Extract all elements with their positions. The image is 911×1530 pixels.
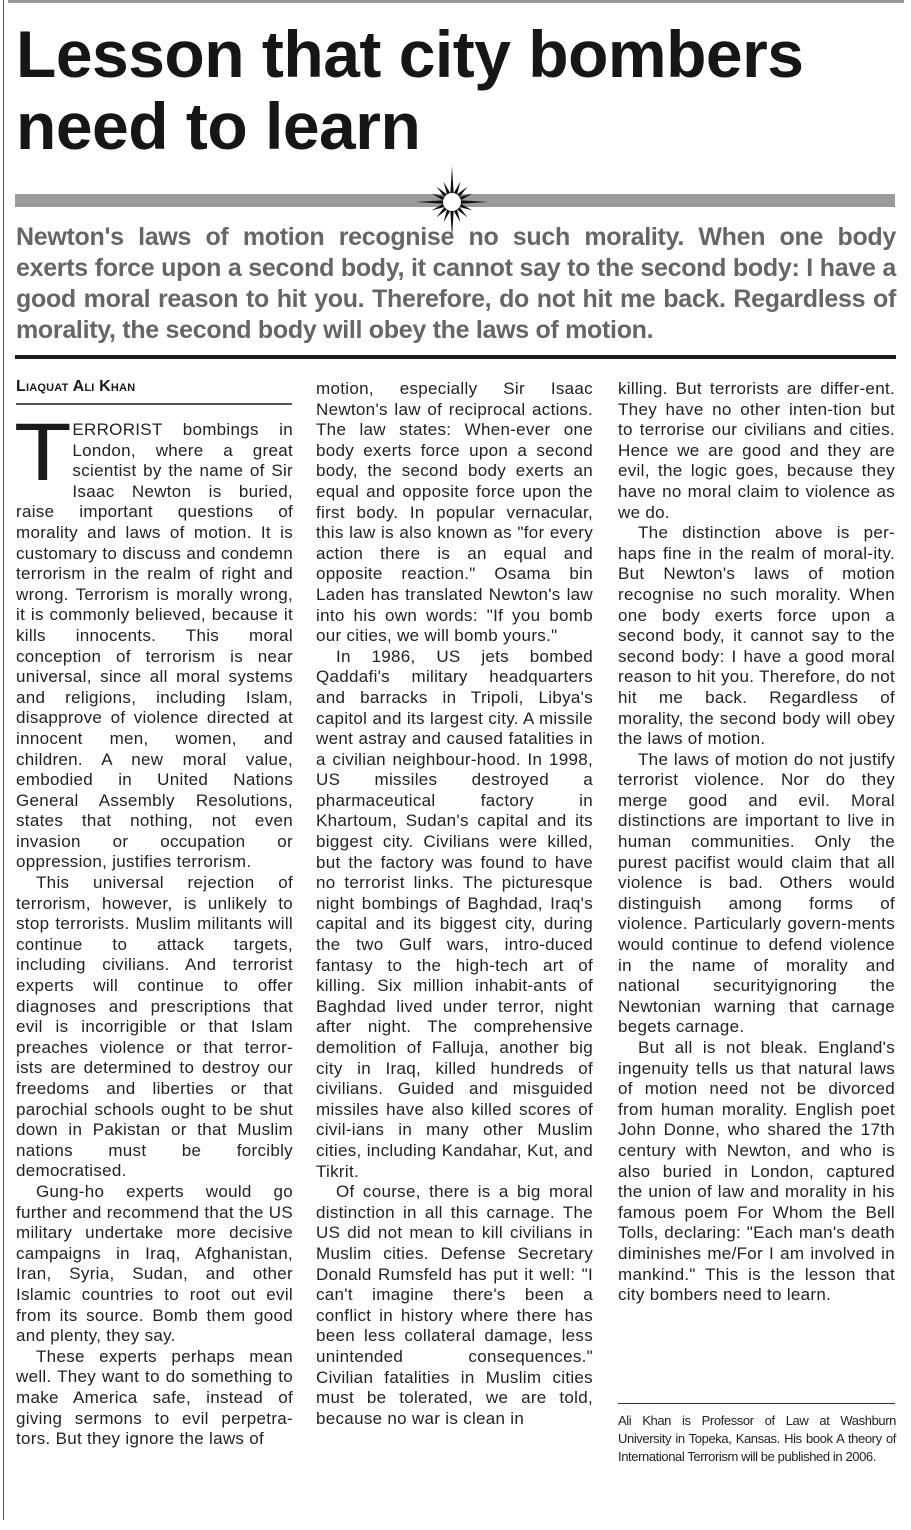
author-bio: Ali Khan is Professor of Law at Washburn University in Topeka, Kansas. His book A theory of International Terrorism will be published in 2006. <box>618 1413 896 1464</box>
paragraph: Gung-ho experts would go further and recommend that the US military undertake more decisive campaigns in Iraq, Afghanistan, Iran, Syria, Sudan, and other Islamic countries to root out evil from its source. Bomb them good and plenty, they say. <box>16 1181 293 1346</box>
paragraph: The laws of motion do not justify terrorist violence. Nor do they merge good and evil. Moral distinctions are important to live in human communities. Only the purest pacifist would claim that all violence is bad. Others would distinguish among forms of violence. Particularly govern-ments would continue to defend violence in the name of morality and national securityignoring the Newtonian warning that carnage begets carnage. <box>618 749 895 1037</box>
column-1 <box>14 407 293 1450</box>
column-2 <box>316 379 593 1429</box>
top-rule <box>8 0 904 3</box>
byline-rule <box>16 403 292 405</box>
paragraph: This universal rejection of terrorism, however, is unlikely to stop terrorists. Muslim militants will continue to attack targets, including civilians. And terrorist experts will continue to offer diagnoses and prescriptions that evil is incorrigible or that Islam preaches violence or that terror-ists are determined to destroy our freedoms and liberties or that parochial schools ought to be shut down in Pakistan or that Muslim nations must be forcibly democratised. <box>16 873 293 1181</box>
headline: Lesson that city bombers need to learn <box>16 17 804 163</box>
paragraph: motion, especially Sir Isaac Newton's law of reciprocal actions. The law states: When-ever one body exerts force upon a second body, the second body exerts an equal and opposite force upon the first body. In popular vernacular, this law is also known as "for every action there is an equal and opposite reaction." Osama bin Laden has translated Newton's law into his own words: "If you bomb our cities, we will bomb yours." <box>316 379 593 646</box>
article-deck: Newton's laws of motion recognise no such morality. When one body exerts force upon a second body, it cannot say to the second body: I have a good moral reason to hit you. Therefore, do not hit me back. Regardless of morality, the second body will obey the laws of motion. <box>16 223 896 344</box>
paragraph: killing. But terrorists are differ-ent. They have no other inten-tion but to terrorise our civilians and cities. Hence we are good and they are evil, the logic goes, because they have no moral claim to violence as we do. <box>618 379 895 522</box>
paragraph: Of course, there is a big moral distinction in all this carnage. The US did not mean to kill civilians in Muslim cities. Defense Secretary Donald Rumsfeld has put it well: "I can't imagine there's been a conflict in history where there has been less collateral damage, less unintended consequences." Civilian fatalities in Muslim cities must be tolerated, we are told, because no war is clean in <box>316 1182 593 1428</box>
paragraph: TERRORIST bombings in London, where a great scientist by the name of Sir Isaac Newton is buried, raise important questions of morality and laws of motion. It is customary to discuss and condemn terrorism in the realm of right and wrong. Terrorism is morally wrong, it is commonly believed, because it kills innocents. This moral conception of terrorism is near universal, since all moral systems and religions, including Islam, disapprove of violence directed at innocent men, women, and children. A new moral value, embodied in United Nations General Assembly Resolutions, states that nothing, not even invasion or occupation or oppression, justifies terrorism. <box>14 407 293 872</box>
paragraph: In 1986, US jets bombed Qaddafi's military headquarters and barracks in Tripoli, Libya's capitol and its largest city. A missile went astray and caused fatalities in a civilian neighbour-hood. In 1998, US missiles destroyed a pharmaceutical factory in Khartoum, Sudan's capital and its biggest city. Civilians were killed, but the factory was found to have no terrorist links. The picturesque night bombings of Baghdad, Iraq's capital and its biggest city, during the two Gulf wars, intro-duced fantasy to the high-tech art of killing. Six million inhabit-ants of Baghdad lived under terror, night after night. The comprehensive demolition of Falluja, another big city in Iraq, killed hundreds of civilians. Guided and misguided missiles have also killed scores of civil-ians in many other Muslim cities, including Kandahar, Kut, and Tikrit. <box>316 646 593 1181</box>
drop-cap: T <box>14 407 72 498</box>
page-border <box>3 0 4 1520</box>
paragraph: The distinction above is per-haps fine in the realm of moral-ity. But Newton's laws of motion recognise no such morality. When one body exerts force upon a second body, it cannot say to the second body: I have a good moral reason to hit you. Therefore, do not hit me back. Regardless of morality, the second body will obey the laws of motion. <box>618 523 895 749</box>
byline: Liaquat Ali Khan <box>16 378 136 395</box>
column-3 <box>618 379 895 1306</box>
paragraph: But all is not bleak. England's ingenuity tells us that natural laws of motion need not be divorced from human morality. English poet John Donne, who shared the 17th century with Newton, and who is also buried in London, captured the union of law and morality in his famous poem For Whom the Bell Tolls, declaring: "Each man's death diminishes me/For I am involved in mankind." This is the lesson that city bombers need to learn. <box>618 1038 895 1305</box>
bio-rule <box>618 1403 895 1404</box>
paragraph: These experts perhaps mean well. They want to do something to make America safe, instead of giving sermons to evil perpetra-tors. But they ignore the laws of <box>16 1346 293 1449</box>
section-rule <box>15 355 896 359</box>
